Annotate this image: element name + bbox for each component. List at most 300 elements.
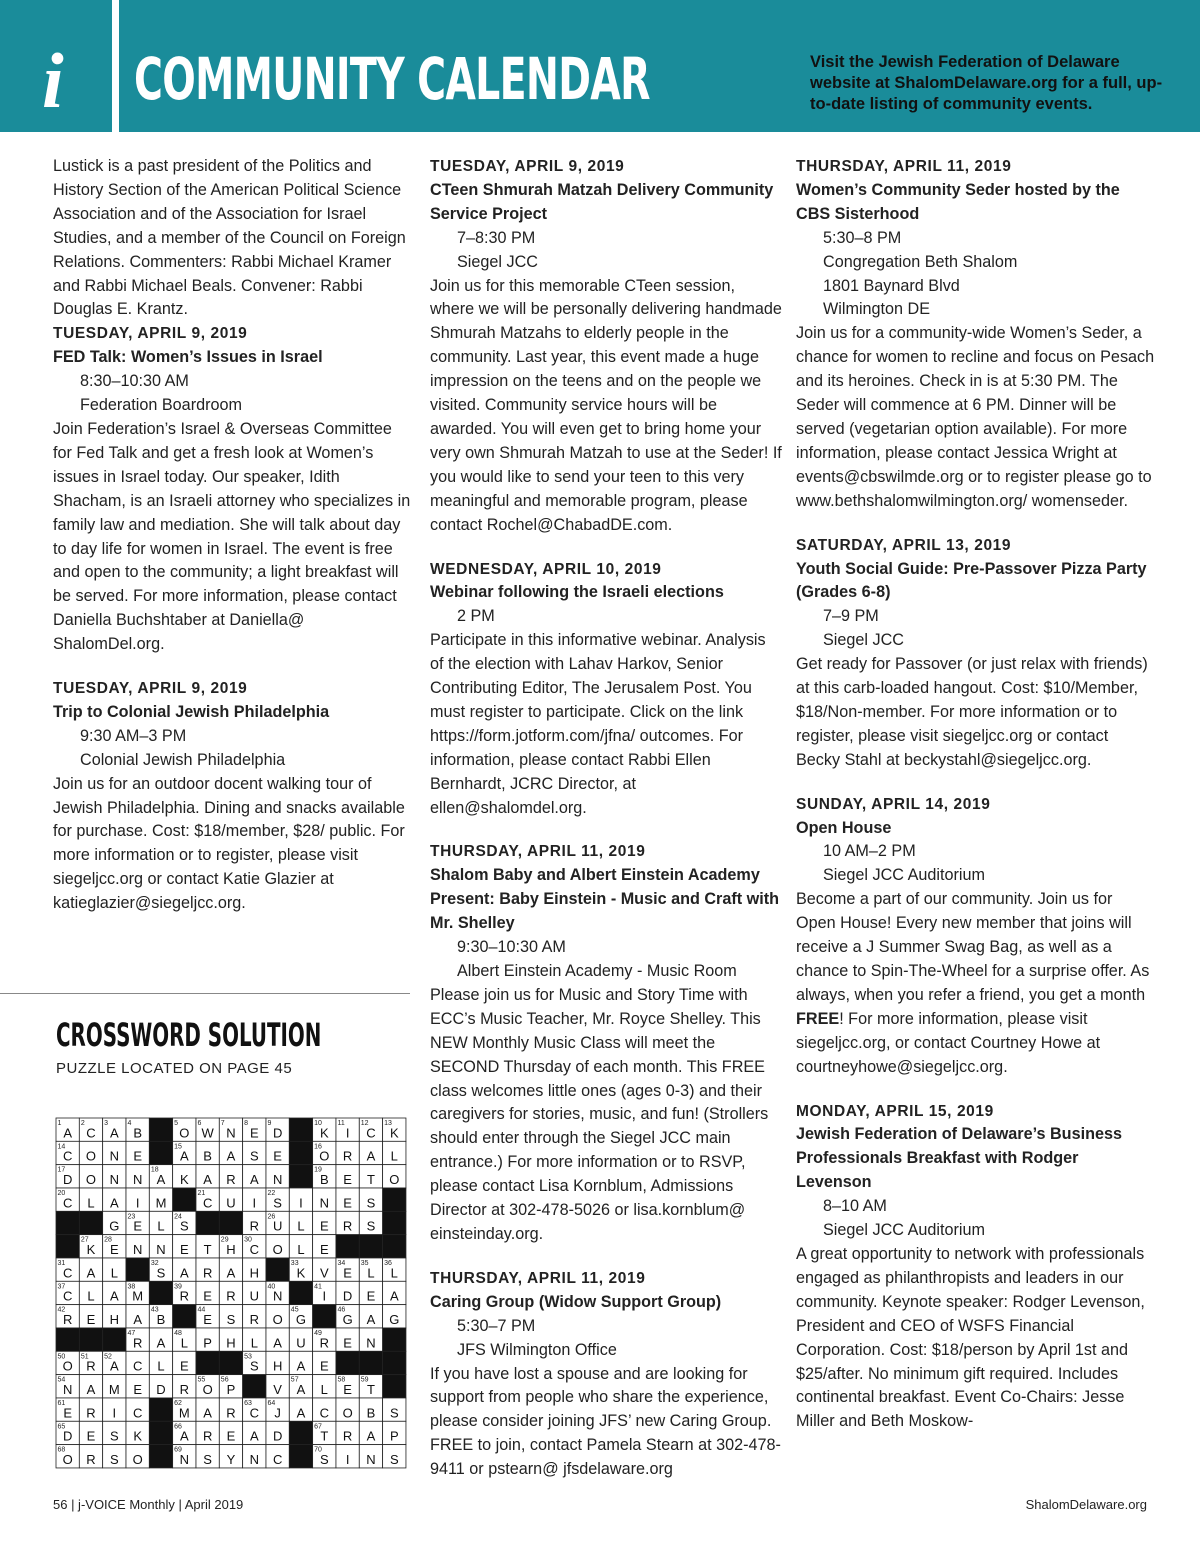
event-description: Join Federation’s Israel & Overseas Committee for Fed Talk and get a fresh look at Women’s issues in Israel today. Our speaker, Idith Shacham, is an Israeli attorney who specializes in family law and mediation. She will talk about day to day life for women in Israel. The event is free and open to the community; a light breakfast will be served. For more information, please contact Daniella Buchshtaber at Daniella@ ShalomDel.org. bbox=[53, 419, 411, 654]
crossword-block bbox=[56, 1235, 79, 1258]
crossword-letter: J bbox=[274, 1405, 281, 1421]
crossword-letter: N bbox=[179, 1451, 190, 1467]
event-date: MONDAY, APRIL 15, 2019 bbox=[796, 1102, 994, 1120]
crossword-letter: L bbox=[87, 1288, 95, 1304]
crossword-letter: A bbox=[226, 1148, 236, 1164]
intro-paragraph: Lustick is a past president of the Politics and History Section of the American Political Science Association and of the Association for Israel Studies, and a member of the Council on Foreign Relations. Commenters: Rabbi Michael Kramer and Rabbi Michael Beals. Convener: Rabbi Douglas E. Krantz. bbox=[53, 157, 406, 319]
crossword-letter: L bbox=[297, 1218, 305, 1234]
crossword-clue-number: 37 bbox=[57, 1283, 66, 1291]
crossword-letter: H bbox=[272, 1358, 283, 1374]
crossword-letter: E bbox=[249, 1125, 259, 1141]
event-address-line2: Wilmington DE bbox=[823, 300, 931, 319]
crossword-block bbox=[289, 1445, 312, 1468]
crossword-letter: E bbox=[86, 1311, 96, 1327]
crossword-subtitle: PUZZLE LOCATED ON PAGE 45 bbox=[56, 1060, 293, 1077]
crossword-letter: O bbox=[85, 1171, 97, 1187]
crossword-clue-number: 53 bbox=[244, 1353, 252, 1361]
crossword-letter: M bbox=[132, 1288, 144, 1304]
crossword-letter: R bbox=[342, 1218, 353, 1234]
crossword-letter: R bbox=[62, 1311, 73, 1327]
crossword-letter: E bbox=[319, 1241, 329, 1257]
crossword-block bbox=[149, 1281, 172, 1304]
crossword-letter: R bbox=[179, 1381, 190, 1397]
footer-website: ShalomDelaware.org bbox=[1025, 1497, 1147, 1512]
crossword-letter: O bbox=[272, 1311, 283, 1327]
crossword-clue-number: 34 bbox=[337, 1259, 346, 1267]
crossword-letter: A bbox=[249, 1171, 259, 1187]
crossword-letter: L bbox=[157, 1358, 165, 1374]
crossword-clue-number: 2 bbox=[80, 1120, 85, 1127]
crossword-letter: I bbox=[112, 1405, 117, 1421]
crossword-letter: L bbox=[157, 1218, 165, 1234]
crossword-letter: A bbox=[63, 1125, 73, 1141]
crossword-letter: O bbox=[179, 1125, 190, 1141]
crossword-letter: D bbox=[156, 1381, 166, 1397]
crossword-clue-number: 38 bbox=[127, 1283, 136, 1291]
crossword-block bbox=[149, 1118, 172, 1141]
crossword-letter: S bbox=[389, 1405, 399, 1421]
crossword-letter: A bbox=[203, 1405, 212, 1421]
crossword-letter: A bbox=[179, 1428, 189, 1444]
crossword-clue-number: 27 bbox=[80, 1236, 89, 1244]
crossword-clue-number: 62 bbox=[174, 1399, 182, 1407]
crossword-letter: L bbox=[87, 1195, 95, 1211]
crossword-letter: N bbox=[226, 1125, 236, 1141]
crossword-clue-number: 42 bbox=[57, 1306, 66, 1314]
crossword-letter: A bbox=[226, 1265, 236, 1281]
event-time: 5:30–8 PM bbox=[823, 228, 902, 247]
crossword-letter: N bbox=[366, 1335, 376, 1351]
crossword-clue-number: 10 bbox=[314, 1120, 322, 1127]
crossword-block bbox=[383, 1235, 406, 1258]
crossword-block bbox=[196, 1351, 219, 1374]
crossword-letter: D bbox=[272, 1428, 283, 1444]
crossword-letter: U bbox=[226, 1195, 236, 1211]
crossword-letter: V bbox=[319, 1265, 329, 1281]
crossword-clue-number: 68 bbox=[57, 1446, 66, 1454]
crossword-clue-number: 56 bbox=[220, 1376, 229, 1384]
crossword-letter: C bbox=[132, 1405, 143, 1421]
crossword-clue-number: 28 bbox=[104, 1236, 112, 1244]
crossword-clue-number: 40 bbox=[267, 1283, 276, 1291]
crossword-letter: T bbox=[366, 1381, 375, 1397]
event-location: Colonial Jewish Philadelphia bbox=[80, 750, 286, 769]
crossword-letter: T bbox=[320, 1428, 329, 1444]
crossword-clue-number: 70 bbox=[314, 1446, 322, 1454]
crossword-letter: K bbox=[133, 1428, 142, 1444]
event-title: Shalom Baby and Albert Einstein Academy Present: Baby Einstein - Music and Craft with Mr. Shelley bbox=[430, 866, 779, 933]
crossword-clue-number: 47 bbox=[127, 1329, 136, 1337]
crossword-block bbox=[79, 1211, 102, 1234]
crossword-letter: S bbox=[366, 1218, 376, 1234]
crossword-clue-number: 65 bbox=[57, 1423, 66, 1431]
crossword-letter: R bbox=[226, 1171, 236, 1187]
crossword-letter: R bbox=[342, 1428, 353, 1444]
crossword-title: CROSSWORD SOLUTION bbox=[56, 1016, 322, 1054]
event-description: Join us for this memorable CTeen session, where we will be personally delivering handmade Shmurah Matzahs to elderly people in the community. Last year, this event made a huge impression on the teens and on the people we visited. Community service hours will be awarded. You will even get to bring home your very own Shmurah Matzah to use at the Seder! If you would like to send your teen to this very meaningful and memorable program, please contact Rochel@ChabadDE.com. bbox=[430, 276, 782, 534]
crossword-clue-number: 6 bbox=[197, 1120, 202, 1127]
crossword-letter: T bbox=[203, 1241, 212, 1257]
crossword-clue-number: 17 bbox=[57, 1166, 66, 1174]
event-location: Siegel JCC Auditorium bbox=[823, 866, 985, 885]
crossword-letter: N bbox=[272, 1288, 283, 1304]
crossword-letter: R bbox=[132, 1335, 143, 1351]
crossword-letter: I bbox=[322, 1288, 327, 1304]
crossword-letter: R bbox=[319, 1335, 329, 1351]
event-date: SUNDAY, APRIL 14, 2019 bbox=[796, 795, 991, 813]
event-time: 8:30–10:30 AM bbox=[80, 372, 189, 391]
footer-page-info: 56 | j-VOICE Monthly | April 2019 bbox=[53, 1497, 244, 1512]
crossword-letter: D bbox=[62, 1171, 73, 1187]
event-date: TUESDAY, APRIL 9, 2019 bbox=[53, 680, 248, 698]
header-divider bbox=[112, 0, 119, 132]
crossword-letter: R bbox=[249, 1218, 260, 1234]
crossword-letter: R bbox=[202, 1265, 213, 1281]
crossword-letter: C bbox=[249, 1241, 260, 1257]
crossword-block bbox=[103, 1328, 126, 1351]
crossword-letter: I bbox=[299, 1195, 303, 1211]
event-date: THURSDAY, APRIL 11, 2019 bbox=[430, 843, 646, 861]
crossword-letter: S bbox=[226, 1311, 236, 1327]
crossword-clue-number: 16 bbox=[314, 1143, 322, 1151]
crossword-letter: H bbox=[226, 1241, 236, 1257]
crossword-block bbox=[336, 1351, 359, 1374]
crossword-letter: S bbox=[389, 1451, 399, 1467]
crossword-letter: R bbox=[226, 1288, 236, 1304]
crossword-block bbox=[383, 1328, 406, 1351]
crossword-letter: U bbox=[249, 1288, 260, 1304]
crossword-block bbox=[56, 1328, 79, 1351]
crossword-letter: A bbox=[86, 1381, 96, 1397]
crossword-letter: M bbox=[155, 1195, 167, 1211]
crossword-clue-number: 3 bbox=[104, 1120, 109, 1127]
crossword-clue-number: 21 bbox=[197, 1189, 206, 1197]
event-webinar bbox=[430, 558, 782, 821]
crossword-letter: C bbox=[62, 1195, 73, 1211]
crossword-letter: N bbox=[109, 1171, 120, 1187]
crossword-letter: E bbox=[319, 1358, 329, 1374]
crossword-letter: A bbox=[249, 1428, 259, 1444]
info-logo-icon: i bbox=[42, 37, 64, 124]
event-location: Siegel JCC Auditorium bbox=[823, 1221, 985, 1240]
crossword-letter: E bbox=[366, 1288, 376, 1304]
crossword-letter: A bbox=[179, 1148, 189, 1164]
crossword-clue-number: 64 bbox=[267, 1399, 276, 1407]
crossword-block bbox=[289, 1141, 312, 1164]
crossword-clue-number: 50 bbox=[57, 1353, 66, 1361]
crossword-letter: S bbox=[366, 1195, 376, 1211]
crossword-letter: K bbox=[179, 1171, 189, 1187]
crossword-letter: A bbox=[389, 1288, 399, 1304]
desc-part: Become a part of our community. Join us for Open House! Every new member that joins will receive a J Summer Swag Bag, as well as a chance to Spin-The-Wheel for a surprise offer. As always, when you refer a friend, you get a month bbox=[796, 890, 1150, 1004]
crossword-clue-number: 67 bbox=[314, 1423, 322, 1431]
crossword-block bbox=[359, 1351, 382, 1374]
crossword-letter: G bbox=[109, 1218, 120, 1234]
crossword-letter: E bbox=[343, 1265, 352, 1281]
event-description: Participate in this informative webinar. Analysis of the election with Lahav Harkov, Senior Contributing Editor, The Jerusalem Post. You must register to participate. Click on the link https://form.jotform.com/jfna/ outcomes. For information, please contact Rabbi Ellen Bernhardt, JCRC Director, at ellen@shalomdel.org. bbox=[430, 631, 766, 817]
desc-part: ! For more information, please visit siegeljcc.org, or contact Courtney Howe at courtneyhowe@siegeljcc.org. bbox=[796, 1009, 1101, 1076]
crossword-clue-number: 35 bbox=[360, 1259, 369, 1267]
crossword-letter: G bbox=[342, 1311, 353, 1327]
crossword-letter: L bbox=[250, 1335, 258, 1351]
crossword-letter: E bbox=[343, 1195, 352, 1211]
crossword-block bbox=[149, 1141, 172, 1164]
crossword-letter: Y bbox=[226, 1451, 236, 1467]
crossword-clue-number: 36 bbox=[384, 1259, 392, 1267]
crossword-letter: O bbox=[319, 1148, 330, 1164]
crossword-clue-number: 46 bbox=[337, 1306, 346, 1314]
crossword-letter: R bbox=[202, 1428, 213, 1444]
crossword-clue-number: 54 bbox=[57, 1376, 66, 1384]
event-title: Open House bbox=[796, 818, 892, 837]
crossword-block bbox=[289, 1281, 312, 1304]
crossword-letter: C bbox=[132, 1358, 143, 1374]
crossword-letter: A bbox=[366, 1148, 376, 1164]
event-date: THURSDAY, APRIL 11, 2019 bbox=[796, 158, 1012, 175]
crossword-letter: N bbox=[132, 1241, 143, 1257]
crossword-block bbox=[313, 1305, 336, 1328]
crossword-letter: R bbox=[86, 1451, 96, 1467]
crossword-clue-number: 5 bbox=[174, 1120, 179, 1127]
crossword-letter: I bbox=[252, 1195, 257, 1211]
crossword-letter: E bbox=[133, 1148, 142, 1164]
crossword-letter: C bbox=[319, 1405, 329, 1421]
crossword-divider bbox=[0, 993, 410, 994]
event-title: FED Talk: Women’s Issues in Israel bbox=[53, 348, 323, 367]
event-title: Youth Social Guide: Pre-Passover Pizza Party (Grades 6-8) bbox=[796, 559, 1147, 602]
crossword-letter: O bbox=[272, 1241, 283, 1257]
crossword-clue-number: 20 bbox=[57, 1189, 66, 1197]
crossword-letter: S bbox=[179, 1218, 189, 1234]
crossword-letter: K bbox=[319, 1125, 329, 1141]
crossword-letter: B bbox=[203, 1148, 212, 1164]
crossword-letter: L bbox=[297, 1241, 305, 1257]
crossword-letter: L bbox=[390, 1265, 398, 1281]
event-time: 7–9 PM bbox=[823, 607, 879, 626]
crossword-letter: C bbox=[249, 1405, 260, 1421]
crossword-letter: I bbox=[135, 1195, 140, 1211]
crossword-letter: E bbox=[273, 1148, 282, 1164]
crossword-clue-number: 59 bbox=[360, 1376, 369, 1384]
event-open-house bbox=[796, 793, 1156, 1080]
crossword-letter: U bbox=[272, 1218, 283, 1234]
crossword-letter: D bbox=[62, 1428, 73, 1444]
crossword-letter: L bbox=[110, 1265, 118, 1281]
event-location: Federation Boardroom bbox=[80, 396, 242, 415]
event-title: Women’s Community Seder hosted by the CBS Sisterhood bbox=[796, 180, 1120, 223]
crossword-letter: R bbox=[226, 1405, 236, 1421]
event-date: SATURDAY, APRIL 13, 2019 bbox=[796, 536, 1012, 554]
event-philadelphia-trip bbox=[53, 677, 413, 916]
crossword-letter: O bbox=[62, 1451, 73, 1467]
event-business-breakfast bbox=[796, 1100, 1156, 1435]
crossword-clue-number: 69 bbox=[174, 1446, 182, 1454]
crossword-letter: A bbox=[366, 1311, 376, 1327]
event-title: Webinar following the Israeli elections bbox=[430, 583, 724, 602]
event-location: JFS Wilmington Office bbox=[457, 1340, 617, 1359]
crossword-letter: N bbox=[62, 1381, 73, 1397]
crossword-letter: K bbox=[389, 1125, 399, 1141]
crossword-letter: S bbox=[273, 1195, 282, 1211]
event-date: THURSDAY, APRIL 11, 2019 bbox=[430, 1269, 646, 1287]
crossword-block bbox=[359, 1235, 382, 1258]
crossword-block bbox=[266, 1258, 289, 1281]
crossword-letter: E bbox=[203, 1311, 212, 1327]
crossword-block bbox=[149, 1445, 172, 1468]
crossword-letter: U bbox=[296, 1335, 306, 1351]
crossword-clue-number: 11 bbox=[337, 1120, 345, 1127]
crossword-letter: R bbox=[179, 1288, 190, 1304]
crossword-letter: A bbox=[296, 1358, 306, 1374]
crossword-letter: E bbox=[179, 1358, 189, 1374]
event-caring-group bbox=[430, 1267, 782, 1482]
crossword-letter: S bbox=[249, 1358, 259, 1374]
free-emphasis: FREE bbox=[796, 1009, 840, 1028]
crossword-letter: A bbox=[156, 1171, 166, 1187]
event-description: If you have lost a spouse and are looking for support from people who share the experience, please consider joining JFS’ new Caring Group. FREE to join, contact Pamela Stearn at 302-478-9411 or pstearn@ jfsdelaware.org bbox=[430, 1364, 781, 1479]
event-womens-seder bbox=[796, 155, 1156, 514]
crossword-block bbox=[126, 1258, 149, 1281]
crossword-block bbox=[149, 1421, 172, 1444]
crossword-letter: N bbox=[109, 1148, 120, 1164]
event-cteen-matzah bbox=[430, 155, 782, 538]
crossword-letter: E bbox=[343, 1171, 352, 1187]
crossword-letter: C bbox=[62, 1265, 73, 1281]
event-location: Siegel JCC bbox=[457, 252, 538, 271]
crossword-letter: S bbox=[109, 1451, 119, 1467]
crossword-clue-number: 15 bbox=[174, 1143, 182, 1151]
crossword-clue-number: 29 bbox=[220, 1236, 229, 1244]
crossword-block bbox=[173, 1188, 196, 1211]
crossword-letter: O bbox=[132, 1451, 143, 1467]
crossword-letter: O bbox=[62, 1358, 73, 1374]
crossword-letter: E bbox=[343, 1335, 352, 1351]
crossword-letter: S bbox=[319, 1451, 329, 1467]
event-time: 8–10 AM bbox=[823, 1197, 887, 1216]
crossword-block bbox=[289, 1165, 312, 1188]
event-title: Jewish Federation of Delaware’s Business Professionals Breakfast with Rodger Levenson bbox=[796, 1125, 1122, 1192]
crossword-letter: D bbox=[342, 1288, 353, 1304]
crossword-letter: A bbox=[109, 1125, 119, 1141]
crossword-letter: B bbox=[156, 1311, 166, 1327]
crossword-letter: D bbox=[272, 1125, 283, 1141]
crossword-clue-number: 52 bbox=[104, 1353, 112, 1361]
crossword-letter: B bbox=[319, 1171, 329, 1187]
crossword-letter: C bbox=[272, 1451, 283, 1467]
crossword-block bbox=[79, 1328, 102, 1351]
event-location: Albert Einstein Academy - Music Room bbox=[457, 962, 737, 980]
crossword-letter: E bbox=[203, 1288, 212, 1304]
crossword-letter: O bbox=[389, 1171, 400, 1187]
crossword-letter: A bbox=[273, 1335, 282, 1351]
crossword-letter: G bbox=[389, 1311, 400, 1327]
crossword-letter: R bbox=[342, 1148, 353, 1164]
event-location: Congregation Beth Shalom bbox=[823, 252, 1018, 271]
crossword-block bbox=[383, 1351, 406, 1374]
crossword-clue-number: 58 bbox=[337, 1376, 346, 1384]
crossword-letter: I bbox=[345, 1451, 350, 1467]
crossword-block bbox=[383, 1211, 406, 1234]
event-description: Join us for an outdoor docent walking tour of Jewish Philadelphia. Dining and snacks available for purchase. Cost: $18/member, $28/ public. For more information or to register, please visit siegeljcc.org or contact Katie Glazier at katieglazier@siegeljcc.org. bbox=[53, 774, 405, 913]
crossword-letter: E bbox=[133, 1381, 142, 1397]
crossword-letter: A bbox=[296, 1405, 306, 1421]
crossword-clue-number: 43 bbox=[150, 1306, 159, 1314]
page-header bbox=[0, 0, 1200, 132]
event-description bbox=[796, 888, 1156, 1079]
crossword-letter: A bbox=[179, 1265, 189, 1281]
event-time: 2 PM bbox=[457, 607, 495, 626]
crossword-letter: C bbox=[62, 1148, 73, 1164]
crossword-block bbox=[289, 1118, 312, 1141]
event-date: WEDNESDAY, APRIL 10, 2019 bbox=[430, 560, 662, 578]
event-title: CTeen Shmurah Matzah Delivery Community Service Project bbox=[430, 180, 774, 223]
event-description: Please join us for Music and Story Time with ECC’s Music Teacher, Mr. Royce Shelley. This NEW Monthly Music Class will meet the SECOND Thursday of each month. This FREE class welcomes little ones (ages 0-3) and their caregivers for stories, music, and fun! (Strollers should enter through the Siegel JCC main entrance.) For more information or to RSVP, please contact Lisa Kornblum, Admissions Director at 302-478-5026 or lisa.kornblum@ einsteinday.org. bbox=[430, 985, 769, 1243]
crossword-clue-number: 1 bbox=[57, 1120, 62, 1127]
crossword-letter: P bbox=[389, 1428, 399, 1444]
crossword-clue-number: 30 bbox=[244, 1236, 252, 1244]
crossword-letter: S bbox=[156, 1265, 166, 1281]
event-description: Get ready for Passover (or just relax with friends) at this carb-loaded hangout. Cost: $10/Member, $18/Non-member. For more information or to register, please visit siegeljcc.org or contact Becky Stahl at beckystahl@siegeljcc.org. bbox=[796, 655, 1148, 769]
crossword-clue-number: 49 bbox=[314, 1329, 322, 1337]
crossword-clue-number: 24 bbox=[174, 1213, 182, 1221]
crossword-letter: C bbox=[86, 1125, 96, 1141]
crossword-block bbox=[383, 1188, 406, 1211]
crossword-letter: A bbox=[133, 1311, 142, 1327]
crossword-letter: N bbox=[249, 1451, 260, 1467]
crossword-letter: E bbox=[343, 1381, 352, 1397]
column-right bbox=[796, 155, 1156, 1454]
crossword-letter: E bbox=[319, 1218, 329, 1234]
crossword-clue-number: 61 bbox=[57, 1399, 66, 1407]
crossword-letter: E bbox=[63, 1405, 73, 1421]
crossword-letter: N bbox=[319, 1195, 329, 1211]
crossword-letter: K bbox=[296, 1265, 306, 1281]
crossword-block bbox=[243, 1375, 266, 1398]
crossword-clue-number: 55 bbox=[197, 1376, 206, 1384]
event-time: 9:30–10:30 AM bbox=[457, 938, 566, 957]
crossword-letter: R bbox=[249, 1311, 260, 1327]
crossword-clue-number: 57 bbox=[290, 1376, 299, 1384]
page-title: COMMUNITY CALENDAR bbox=[134, 45, 650, 113]
crossword-block bbox=[383, 1375, 406, 1398]
crossword-letter: O bbox=[85, 1148, 97, 1164]
crossword-letter: V bbox=[273, 1381, 282, 1397]
crossword-letter: M bbox=[108, 1381, 120, 1397]
crossword-letter: P bbox=[226, 1381, 236, 1397]
crossword-letter: W bbox=[201, 1125, 214, 1141]
crossword-letter: E bbox=[86, 1428, 96, 1444]
crossword-letter: S bbox=[203, 1451, 212, 1467]
event-fed-talk bbox=[53, 322, 413, 657]
crossword-clue-number: 19 bbox=[314, 1166, 322, 1174]
crossword-letter: H bbox=[226, 1335, 236, 1351]
crossword-letter: I bbox=[345, 1125, 350, 1141]
crossword-block bbox=[149, 1398, 172, 1421]
crossword-letter: A bbox=[109, 1288, 119, 1304]
crossword-clue-number: 4 bbox=[127, 1120, 132, 1127]
event-date: TUESDAY, APRIL 9, 2019 bbox=[53, 325, 248, 343]
crossword-letter: C bbox=[202, 1195, 213, 1211]
crossword-clue-number: 8 bbox=[244, 1120, 249, 1127]
crossword-letter: E bbox=[179, 1241, 189, 1257]
crossword-letter: T bbox=[366, 1171, 375, 1187]
crossword-clue-number: 13 bbox=[384, 1120, 392, 1127]
crossword-letter: L bbox=[390, 1148, 398, 1164]
crossword-clue-number: 14 bbox=[57, 1143, 66, 1151]
event-time: 10 AM–2 PM bbox=[823, 842, 916, 861]
crossword-clue-number: 41 bbox=[314, 1283, 322, 1291]
event-baby-einstein bbox=[430, 840, 782, 1246]
